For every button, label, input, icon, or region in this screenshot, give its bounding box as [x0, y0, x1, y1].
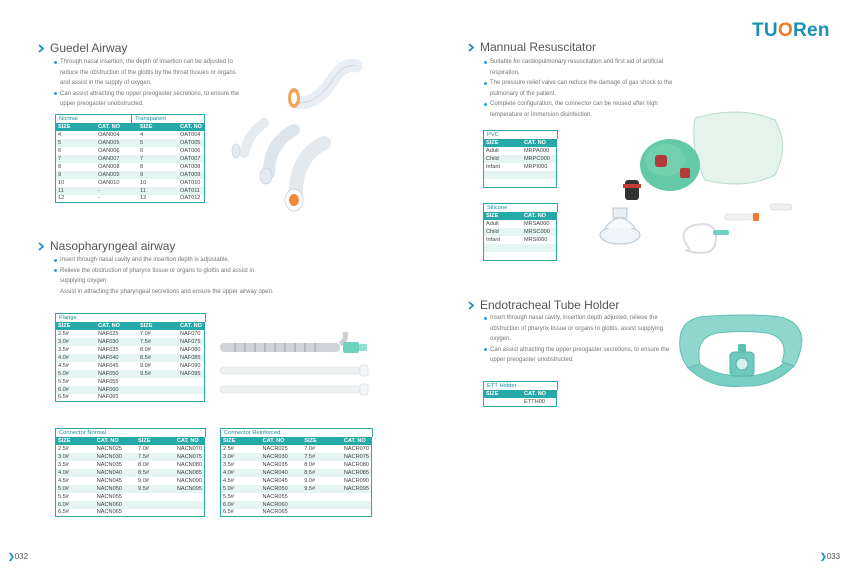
- table-row: [221, 493, 372, 501]
- table-cell: NACR075: [342, 453, 372, 461]
- table-cell: [178, 394, 205, 402]
- table-cell: NACR040: [261, 469, 303, 477]
- ett-caption: ETT Holder: [483, 381, 558, 390]
- page-mark-icon: ❯: [820, 552, 827, 561]
- col-header: SIZE: [221, 437, 261, 445]
- table-cell: Infant: [484, 163, 523, 171]
- table-cell: ETTH00: [522, 398, 557, 406]
- naso-flange-table: [55, 313, 205, 402]
- page-mark-icon: ❯: [8, 552, 15, 561]
- table-cell: -: [96, 187, 138, 195]
- table-row: [484, 179, 557, 187]
- table-cell: OAT007: [178, 155, 205, 163]
- table-cell: 5.0#: [56, 485, 95, 493]
- guedel-airway-images: [224, 58, 374, 223]
- table-cell: [138, 394, 178, 402]
- table-row: [484, 147, 557, 155]
- table-cell: 5.5#: [56, 378, 97, 386]
- table-cell: 8: [138, 163, 178, 171]
- table-cell: MRPC000: [522, 155, 557, 163]
- table-cell: 9.5#: [302, 485, 342, 493]
- table-cell: [342, 509, 372, 517]
- table-cell: MRSI000: [522, 236, 557, 244]
- table-cell: [302, 509, 342, 517]
- table-row: [484, 155, 557, 163]
- col-header: SIZE: [302, 437, 342, 445]
- table-cell: OAT012: [178, 195, 205, 203]
- col-header: SIZE: [484, 390, 523, 398]
- guedel-title: Guedel Airway: [38, 41, 127, 55]
- table-cell: 7.0#: [138, 330, 178, 338]
- connector-reinforced-caption: Connector Reinforced: [220, 428, 373, 437]
- table-cell: NACN075: [175, 453, 205, 461]
- table-cell: 7.5#: [136, 453, 175, 461]
- table-row: [56, 501, 205, 509]
- table-cell: 7.0#: [302, 445, 342, 453]
- table-cell: [175, 509, 205, 517]
- table-row: [56, 362, 205, 370]
- table-row: [56, 179, 205, 187]
- chevron-right-icon: [38, 242, 44, 251]
- table-cell: NACR055: [261, 493, 303, 501]
- table-cell: NAF080: [178, 346, 205, 354]
- table-cell: [522, 179, 557, 187]
- table-cell: [175, 493, 205, 501]
- table-row: [221, 469, 372, 477]
- table-cell: 4: [56, 131, 97, 139]
- table-cell: [484, 252, 523, 260]
- col-header: CAT. NO: [178, 322, 205, 330]
- table-cell: [522, 252, 557, 260]
- table-cell: 5: [56, 139, 97, 147]
- col-header: CAT. NO: [522, 390, 557, 398]
- col-header: SIZE: [138, 322, 178, 330]
- naso-connector-reinforced-table: [220, 428, 372, 517]
- table-cell: NACR060: [261, 501, 303, 509]
- table-cell: 3.0#: [221, 453, 261, 461]
- table-cell: NACR030: [261, 453, 303, 461]
- pvc-caption: PVC: [483, 130, 558, 139]
- table-cell: NACN060: [95, 501, 136, 509]
- guedel-table: [55, 114, 205, 203]
- table-cell: [138, 386, 178, 394]
- table-cell: 5.5#: [56, 493, 95, 501]
- naso-description: Insert through nasal cavity and the insertion depth is adjustable. Relieve the obstruction of pharynx tissue or organs to glottis and assist in supplying oxygen. Assist in attracting the pharyngeal secretions and ensure the upper airway open.: [54, 255, 314, 297]
- table-cell: NAF095: [178, 370, 205, 378]
- table-cell: 9: [56, 171, 97, 179]
- table-row: [221, 461, 372, 469]
- table-cell: NAF070: [178, 330, 205, 338]
- col-header: SIZE: [136, 437, 175, 445]
- table-cell: 7.0#: [136, 445, 175, 453]
- table-cell: 4.5#: [56, 477, 95, 485]
- table-cell: NAF030: [96, 338, 138, 346]
- col-header: CAT. NO: [95, 437, 136, 445]
- col-header: SIZE: [138, 123, 178, 131]
- page-number-right: ❯033: [820, 552, 841, 561]
- table-row: [56, 147, 205, 155]
- table-cell: 10: [56, 179, 97, 187]
- table-row: [484, 252, 557, 260]
- table-cell: 2.5#: [56, 445, 95, 453]
- table-cell: 6.5#: [56, 394, 97, 402]
- table-row: [56, 378, 205, 386]
- table-cell: NACN055: [95, 493, 136, 501]
- table-cell: MRSC000: [522, 228, 557, 236]
- table-cell: NAF065: [96, 394, 138, 402]
- table-cell: 9: [138, 171, 178, 179]
- table-cell: [484, 171, 523, 179]
- table-cell: NACN095: [175, 485, 205, 493]
- nasopharyngeal-tubes-image: [215, 330, 375, 410]
- table-row: [484, 220, 557, 228]
- table-cell: [175, 501, 205, 509]
- table-cell: NACR050: [261, 485, 303, 493]
- table-cell: 9.5#: [138, 370, 178, 378]
- flange-caption: Flange: [55, 313, 206, 322]
- table-cell: NAF075: [178, 338, 205, 346]
- page-number-left: ❯032: [8, 552, 29, 561]
- table-cell: 6: [138, 147, 178, 155]
- table-cell: OAT010: [178, 179, 205, 187]
- table-cell: 3.0#: [56, 453, 95, 461]
- table-cell: MRPI000: [522, 163, 557, 171]
- table-cell: NAF090: [178, 362, 205, 370]
- table-cell: NACN070: [175, 445, 205, 453]
- table-row: [221, 485, 372, 493]
- silicone-caption: Silicone: [483, 203, 558, 212]
- table-cell: NAF055: [96, 378, 138, 386]
- table-cell: 4.0#: [221, 469, 261, 477]
- ett-holder-image: [672, 308, 812, 408]
- table-row: [56, 163, 205, 171]
- table-cell: 9.0#: [302, 477, 342, 485]
- table-cell: [484, 244, 523, 252]
- table-cell: 11: [56, 187, 97, 195]
- table-row: [56, 346, 205, 354]
- table-cell: 2.5#: [56, 330, 97, 338]
- table-row: [221, 445, 372, 453]
- table-row: [484, 398, 557, 406]
- table-cell: 9.0#: [136, 477, 175, 485]
- table-cell: OAN009: [96, 171, 138, 179]
- table-row: [56, 171, 205, 179]
- table-cell: 3.0#: [56, 338, 97, 346]
- table-cell: [342, 501, 372, 509]
- table-cell: 8.0#: [136, 461, 175, 469]
- table-cell: NACR065: [261, 509, 303, 517]
- table-cell: [522, 171, 557, 179]
- table-cell: 3.5#: [221, 461, 261, 469]
- table-cell: 5.5#: [221, 493, 261, 501]
- table-cell: OAN006: [96, 147, 138, 155]
- table-cell: 8.5#: [138, 354, 178, 362]
- col-header: CAT. NO: [96, 322, 138, 330]
- naso-title: Nasopharyngeal airway: [38, 239, 175, 253]
- table-cell: MRPA000: [522, 147, 557, 155]
- table-row: [56, 155, 205, 163]
- table-cell: OAT008: [178, 163, 205, 171]
- table-cell: [522, 244, 557, 252]
- resus-silicone-table: [483, 203, 557, 261]
- resus-pvc-table: [483, 130, 557, 188]
- col-header: CAT. NO: [522, 139, 557, 147]
- table-cell: 6.0#: [56, 386, 97, 394]
- table-cell: NACN085: [175, 469, 205, 477]
- table-row: [221, 509, 372, 517]
- table-cell: OAN005: [96, 139, 138, 147]
- table-cell: 2.5#: [221, 445, 261, 453]
- table-cell: NAF035: [96, 346, 138, 354]
- table-cell: 3.5#: [56, 461, 95, 469]
- chevron-right-icon: [468, 43, 474, 52]
- table-row: [56, 131, 205, 139]
- table-cell: Adult: [484, 220, 523, 228]
- resuscitator-image: [585, 100, 810, 265]
- table-cell: [484, 179, 523, 187]
- table-row: [56, 386, 205, 394]
- table-cell: 7: [138, 155, 178, 163]
- table-cell: NACN080: [175, 461, 205, 469]
- table-cell: NACR080: [342, 461, 372, 469]
- col-header: CAT. NO: [175, 437, 205, 445]
- table-cell: NACR085: [342, 469, 372, 477]
- table-cell: NACN035: [95, 461, 136, 469]
- table-row: [56, 461, 205, 469]
- table-row: [56, 453, 205, 461]
- table-row: [56, 394, 205, 402]
- table-cell: MRSA000: [522, 220, 557, 228]
- table-cell: -: [96, 195, 138, 203]
- table-row: [56, 195, 205, 203]
- table-cell: 8: [56, 163, 97, 171]
- table-cell: [178, 386, 205, 394]
- guedel-description: Through nasal insertion, the depth of insertion can be adjusted to reduce the obstruction of the glottis by the throat tissues or organs and assist in the supply of oxygen. Can assist attracting the upper preogaster secretions, to ensure the upper preogaster unobstructed.: [54, 57, 264, 110]
- guedel-caption-normal: Normal: [55, 114, 132, 123]
- col-header: CAT. NO: [522, 212, 557, 220]
- ett-title: Endotracheal Tube Holder: [468, 298, 619, 312]
- naso-connector-normal-table: [55, 428, 205, 517]
- table-cell: Child: [484, 155, 523, 163]
- table-cell: NACN040: [95, 469, 136, 477]
- ett-description: Insert through nasal cavity, insertion depth adjusted, relieve the obstruction of pharynx tissue or organs to glottis, assist supplying oxygen. Can assist attracting the upper preogaster secretions, to ensure the upper preogaster unobstructed.: [484, 313, 684, 366]
- table-cell: [302, 493, 342, 501]
- table-cell: 6: [56, 147, 97, 155]
- table-cell: 3.5#: [56, 346, 97, 354]
- table-cell: 5.0#: [221, 485, 261, 493]
- table-cell: NAF060: [96, 386, 138, 394]
- table-cell: 4.0#: [56, 469, 95, 477]
- chevron-right-icon: [38, 44, 44, 53]
- table-cell: 8.0#: [302, 461, 342, 469]
- table-row: [56, 187, 205, 195]
- table-cell: 7: [56, 155, 97, 163]
- table-cell: OAN004: [96, 131, 138, 139]
- table-cell: NACR095: [342, 485, 372, 493]
- table-row: [56, 338, 205, 346]
- table-cell: 6.0#: [56, 501, 95, 509]
- table-cell: 11: [138, 187, 178, 195]
- table-cell: NACR035: [261, 461, 303, 469]
- table-cell: OAT006: [178, 147, 205, 155]
- table-cell: NACR045: [261, 477, 303, 485]
- ett-table: [483, 381, 557, 407]
- table-cell: OAN008: [96, 163, 138, 171]
- table-cell: 8.0#: [138, 346, 178, 354]
- table-cell: NAF045: [96, 362, 138, 370]
- table-row: [484, 163, 557, 171]
- table-cell: 7.5#: [302, 453, 342, 461]
- table-cell: [136, 509, 175, 517]
- table-cell: [136, 501, 175, 509]
- table-row: [56, 445, 205, 453]
- table-row: [56, 485, 205, 493]
- table-cell: 4.5#: [56, 362, 97, 370]
- table-row: [56, 354, 205, 362]
- col-header: CAT. NO: [342, 437, 372, 445]
- guedel-caption-transparent: Transparent: [132, 114, 205, 123]
- table-cell: 5.0#: [56, 370, 97, 378]
- table-row: [56, 477, 205, 485]
- table-cell: [342, 493, 372, 501]
- table-row: [484, 228, 557, 236]
- table-cell: NAF085: [178, 354, 205, 362]
- table-row: [221, 477, 372, 485]
- table-cell: 8.5#: [136, 469, 175, 477]
- table-cell: NAF040: [96, 354, 138, 362]
- col-header: SIZE: [56, 123, 97, 131]
- table-cell: NAF050: [96, 370, 138, 378]
- table-cell: 4: [138, 131, 178, 139]
- table-cell: 9.0#: [138, 362, 178, 370]
- table-cell: 5: [138, 139, 178, 147]
- table-cell: [484, 398, 523, 406]
- table-cell: 6.5#: [221, 509, 261, 517]
- table-cell: OAN007: [96, 155, 138, 163]
- table-cell: OAT009: [178, 171, 205, 179]
- table-cell: OAT011: [178, 187, 205, 195]
- table-cell: OAT005: [178, 139, 205, 147]
- table-cell: 12: [138, 195, 178, 203]
- table-cell: NACR070: [342, 445, 372, 453]
- table-cell: OAN010: [96, 179, 138, 187]
- table-cell: NAF025: [96, 330, 138, 338]
- table-row: [56, 370, 205, 378]
- table-cell: 9.5#: [136, 485, 175, 493]
- table-cell: [138, 378, 178, 386]
- table-cell: [136, 493, 175, 501]
- table-cell: [178, 378, 205, 386]
- table-cell: 4.5#: [221, 477, 261, 485]
- table-cell: 6.0#: [221, 501, 261, 509]
- table-cell: 8.5#: [302, 469, 342, 477]
- table-cell: NACN065: [95, 509, 136, 517]
- table-row: [484, 244, 557, 252]
- col-header: SIZE: [56, 322, 97, 330]
- table-cell: NACN045: [95, 477, 136, 485]
- table-cell: 4.0#: [56, 354, 97, 362]
- table-cell: 6.5#: [56, 509, 95, 517]
- table-cell: NACR090: [342, 477, 372, 485]
- table-cell: [302, 501, 342, 509]
- table-row: [221, 501, 372, 509]
- col-header: SIZE: [56, 437, 95, 445]
- table-cell: 10: [138, 179, 178, 187]
- table-row: [221, 453, 372, 461]
- brand-logo: TUORen: [752, 20, 830, 41]
- chevron-right-icon: [468, 301, 474, 310]
- table-row: [484, 236, 557, 244]
- resus-title: Mannual Resuscitator: [468, 40, 596, 54]
- table-cell: Adult: [484, 147, 523, 155]
- table-row: [56, 493, 205, 501]
- col-header: SIZE: [484, 212, 523, 220]
- table-cell: NACN090: [175, 477, 205, 485]
- table-cell: NACR025: [261, 445, 303, 453]
- table-row: [56, 330, 205, 338]
- table-cell: 7.5#: [138, 338, 178, 346]
- table-cell: OAT004: [178, 131, 205, 139]
- table-cell: Infant: [484, 236, 523, 244]
- col-header: CAT. NO: [261, 437, 303, 445]
- table-cell: 12: [56, 195, 97, 203]
- resus-description: Suitable for cardiopulmonary resuscitation and first aid of artificial respiration. The pressure relief valve can reduce the damage of gas shock to the pulmonary of the patient. Complete configuration, the connector can be reused after high temperature or immersion disinfection.: [484, 57, 694, 120]
- col-header: CAT. NO: [178, 123, 205, 131]
- col-header: SIZE: [484, 139, 523, 147]
- table-row: [484, 171, 557, 179]
- table-row: [56, 509, 205, 517]
- col-header: CAT. NO: [96, 123, 138, 131]
- table-cell: Child: [484, 228, 523, 236]
- table-row: [56, 469, 205, 477]
- table-cell: NACN030: [95, 453, 136, 461]
- table-cell: NACN050: [95, 485, 136, 493]
- connector-normal-caption: Connector Normal: [55, 428, 206, 437]
- table-row: [56, 139, 205, 147]
- table-cell: NACN025: [95, 445, 136, 453]
